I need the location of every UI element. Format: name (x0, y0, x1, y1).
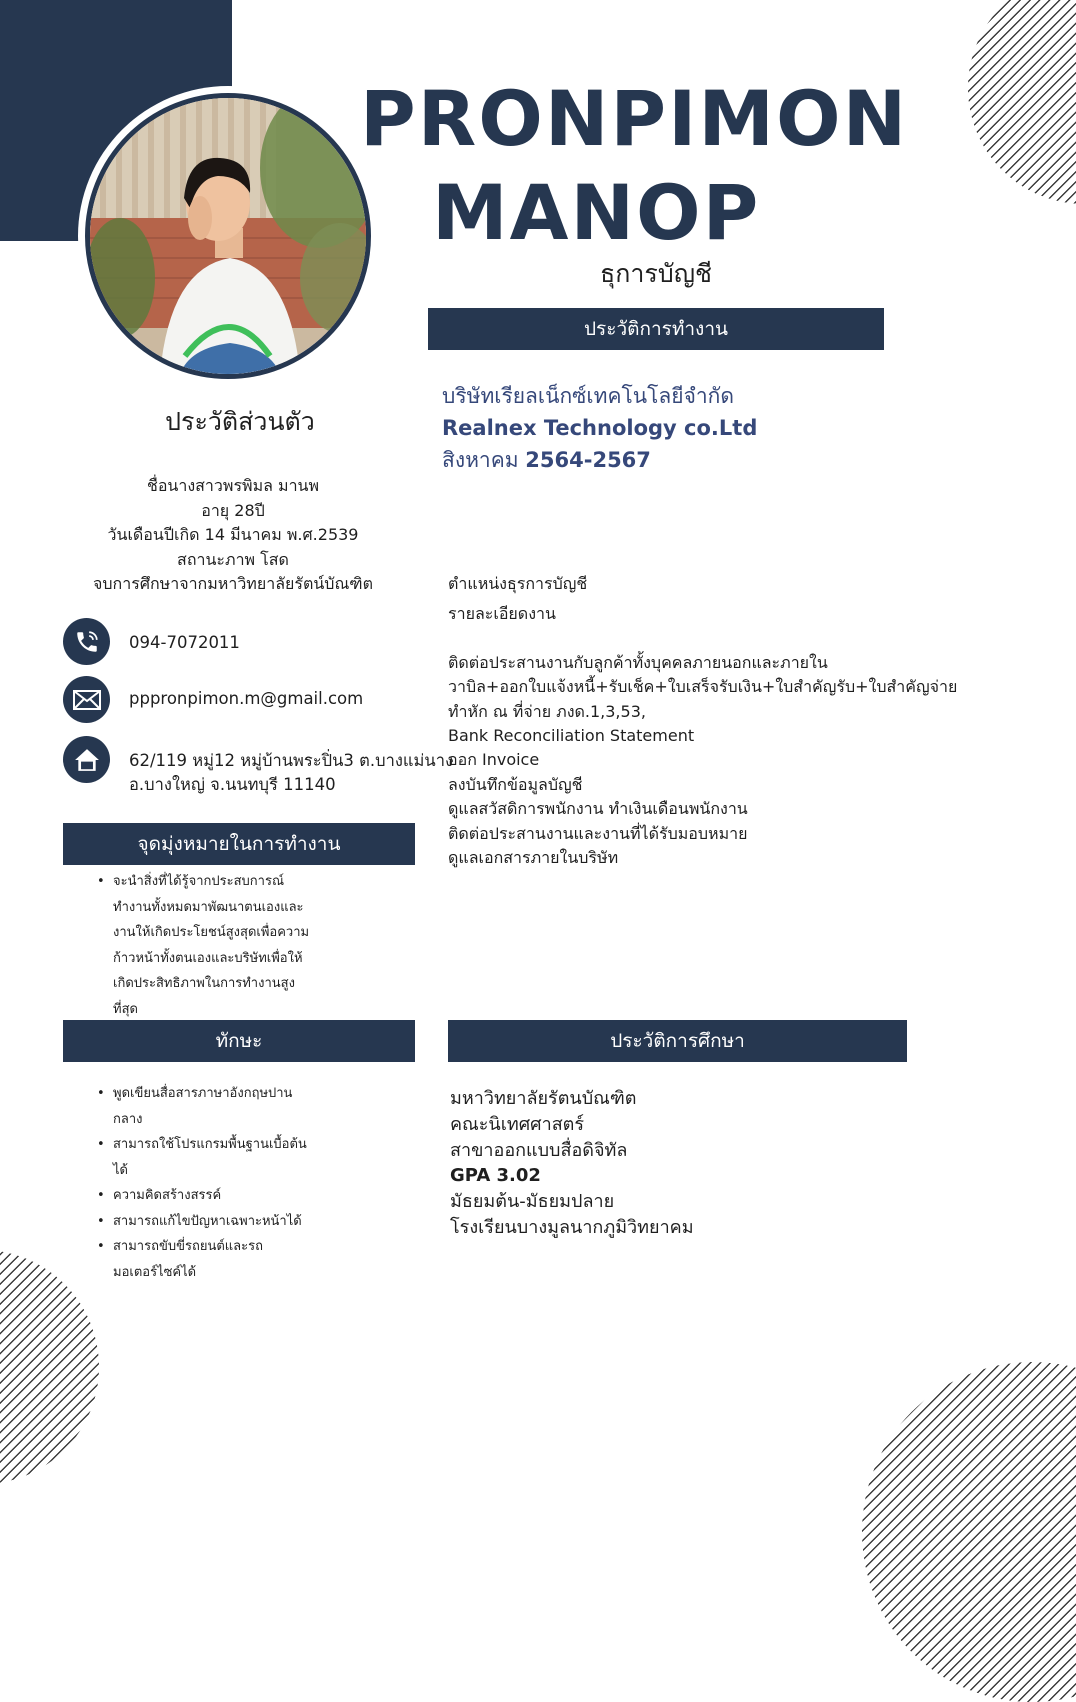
personal-graduation: จบการศึกษาจากมหาวิทยาลัยรัตน์บัณฑิต (93, 574, 373, 593)
list-item: • สามารถใช้โปรแกรมพื้นฐานเบื้อต้นได้ (63, 1132, 313, 1183)
job-detail-line: Bank Reconciliation Statement (448, 726, 695, 746)
skills-list (63, 1081, 313, 1285)
job-detail-line: ดูแลเอกสารภายในบริษัท (448, 848, 619, 868)
hatched-circle-decoration (862, 1362, 1076, 1702)
education-faculty: คณะนิเทศศาสตร์ (450, 1113, 585, 1135)
job-position: ตำแหน่งธุรการบัญชี (448, 574, 588, 593)
list-item: • ความคิดสร้างสรรค์ (63, 1183, 313, 1209)
company-name-th: บริษัทเรียลเน็กซ์เทคโนโลยีจำกัด (442, 384, 735, 408)
address-line-1: 62/119 หมู่12 หมู่บ้านพระปิ่น3 ต.บางแม่นาง (129, 751, 454, 770)
education-major: สาขาออกแบบสื่อดิจิทัล (450, 1139, 628, 1161)
work-period-month: สิงหาคม (442, 448, 519, 472)
list-item: • สามารถขับขี่รถยนต์และรถมอเตอร์ไซค์ได้ (63, 1234, 313, 1285)
education-secondary: มัธยมต้น-มัธยมปลาย (450, 1191, 615, 1213)
education-heading: ประวัติการศึกษา (448, 1020, 907, 1062)
personal-info (0, 474, 466, 597)
hatched-circle-decoration (0, 1250, 99, 1484)
address (129, 749, 453, 797)
email-address[interactable]: pppronpimon.m@gmail.com (129, 689, 364, 708)
address-line-2: อ.บางใหญ่ จ.นนทบุรี 11140 (129, 775, 336, 794)
job-details (448, 572, 957, 870)
career-goal-list (63, 869, 313, 1022)
job-details-label: รายละเอียดงาน (448, 604, 556, 624)
personal-status: สถานะภาพ โสด (177, 549, 289, 569)
career-goal-heading: จุดมุ่งหมายในการทำงาน (63, 823, 415, 865)
job-detail-line: ลงบันทึกข้อมูลบัญชี (448, 774, 583, 794)
job-detail-line: ทำหัก ณ ที่จ่าย ภงด.1,3,53, (448, 701, 646, 721)
list-item: • พูดเขียนสื่อสารภาษาอังกฤษปานกลาง (63, 1081, 313, 1132)
company-block (442, 380, 757, 476)
mail-icon (63, 676, 110, 723)
personal-info-heading: ประวัติส่วนตัว (165, 407, 315, 436)
personal-age: อายุ 28ปี (201, 500, 265, 520)
job-detail-line: ออก Invoice (448, 750, 540, 770)
work-period (442, 444, 757, 476)
skills-heading: ทักษะ (63, 1020, 415, 1062)
job-detail-line: ดูแลสวัสดิการพนักงาน ทำเงินเดือนพนักงาน (448, 799, 748, 819)
education-school: โรงเรียนบางมูลนากภูมิวิทยาคม (450, 1216, 694, 1238)
profile-photo (78, 86, 378, 386)
hatched-circle-decoration (968, 0, 1076, 204)
education-details (450, 1086, 694, 1241)
job-detail-line: ติดต่อประสานงานกับลูกค้าทั้งบุคคลภายนอกและภายใน (448, 652, 828, 672)
education-gpa: GPA 3.02 (450, 1165, 541, 1187)
job-detail-line: ติดต่อประสานงานและงานที่ได้รับมอบหมาย (448, 823, 748, 843)
company-name-en: Realnex Technology co.Ltd (442, 416, 758, 440)
work-period-years: 2564-2567 (525, 448, 651, 472)
last-name: MANOP (432, 168, 761, 257)
job-title: ธุการบัญชี (600, 259, 712, 288)
phone-number[interactable]: 094-7072011 (129, 633, 240, 652)
work-history-heading: ประวัติการทำงาน (428, 308, 884, 350)
profile-photo-image (90, 98, 366, 374)
first-name: PRONPIMON (360, 74, 909, 163)
education-university: มหาวิทยาลัยรัตนบัณฑิต (450, 1088, 637, 1109)
phone-icon (63, 618, 110, 665)
home-icon (63, 736, 110, 783)
job-detail-line: วาบิล+ออกใบแจ้งหนี้+รับเช็ค+ใบเสร็จรับเงิน+ใบสำคัญรับ+ใบสำคัญจ่าย (448, 677, 958, 697)
list-item: • สามารถแก้ไขปัญหาเฉพาะหน้าได้ (63, 1209, 313, 1235)
personal-birthdate: วันเดือนปีเกิด 14 มีนาคม พ.ศ.2539 (107, 525, 359, 544)
list-item: • จะนำสิ่งที่ได้รู้จากประสบการณ์ทำงานทั้งหมดมาพัฒนาตนเองและงานให้เกิดประโยชน์สูงสุดเพื่อความก้าวหน้าทั้งตนเองและบริษัทเพื่อให้เกิดประสิทธิภาพในการทำงานสูงที่สุด (63, 869, 313, 1022)
personal-name: ชื่อนางสาวพรพิมล มานพ (146, 476, 320, 495)
